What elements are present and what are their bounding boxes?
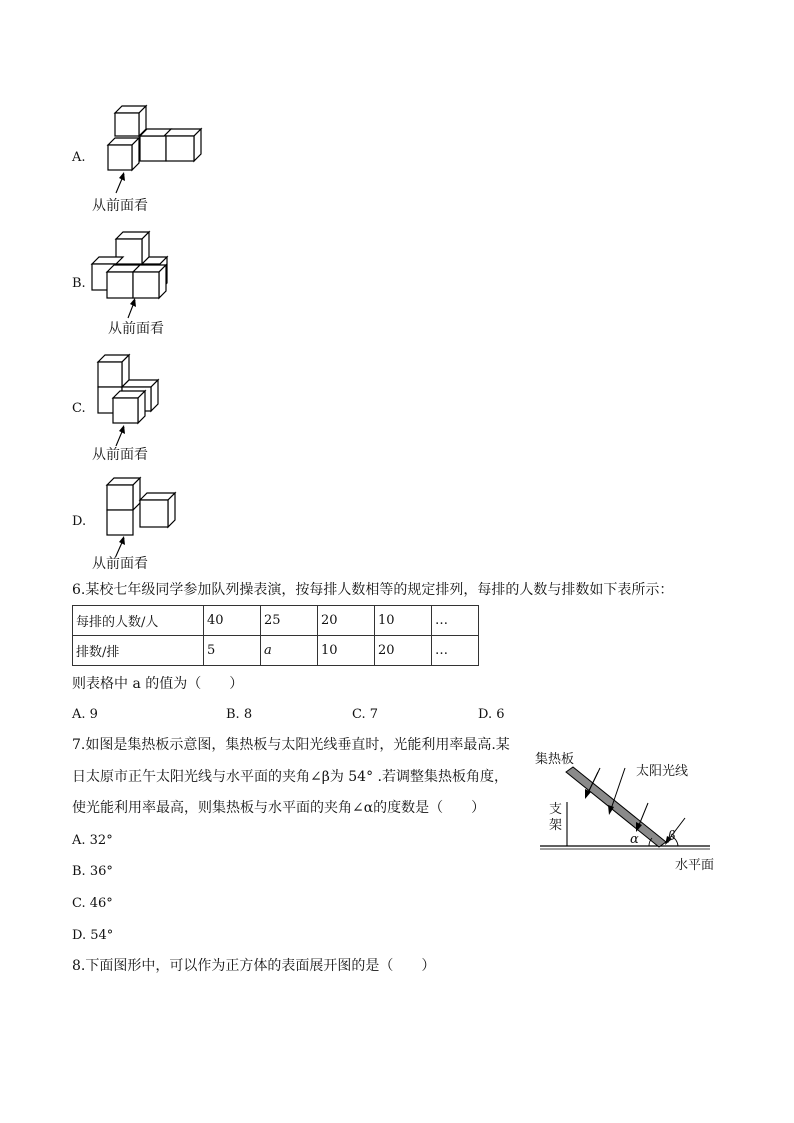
q6-choice-a[interactable]: A. 9 [72, 707, 98, 722]
q7-label-alpha: α [630, 832, 639, 847]
table-cell: … [432, 606, 479, 636]
q6-choice-c[interactable]: C. 7 [352, 707, 379, 722]
q7-label-support: 支架 [549, 802, 563, 833]
table-cell: 10 [375, 606, 432, 636]
option-a-letter[interactable]: A. [72, 150, 86, 165]
q7-label-beta: β [668, 829, 676, 844]
table-cell: 每排的人数/人 [73, 606, 204, 636]
q6-question: 则表格中 a 的值为（ ） [72, 676, 244, 692]
q7-label-panel: 集热板 [535, 752, 575, 767]
option-c-caption: 从前面看 [92, 447, 148, 463]
table-cell: 10 [318, 636, 375, 666]
q7-stem-line-2: 日太原市正午太阳光线与水平面的夹角∠β为 54° .若调整集热板角度， [72, 769, 508, 785]
table-cell: 5 [204, 636, 261, 666]
q7-choice-d[interactable]: D. 54° [72, 928, 114, 943]
table-cell: a [261, 636, 318, 666]
q7-stem-line-1: 7.如图是集热板示意图，集热板与太阳光线垂直时，光能利用率最高.某 [72, 737, 510, 753]
option-d-letter[interactable]: D. [72, 514, 87, 529]
q6-choice-d[interactable]: D. 6 [478, 707, 505, 722]
table-cell: … [432, 636, 479, 666]
option-b-letter[interactable]: B. [72, 276, 86, 291]
table-cell: 25 [261, 606, 318, 636]
option-c-letter[interactable]: C. [72, 401, 86, 416]
q7-choice-a[interactable]: A. 32° [72, 833, 113, 848]
q6-choice-b[interactable]: B. 8 [226, 707, 253, 722]
q7-choice-c[interactable]: C. 46° [72, 896, 113, 911]
q8-stem: 8.下面图形中，可以作为正方体的表面展开图的是（ ） [72, 958, 436, 974]
table-cell: 20 [375, 636, 432, 666]
q6-stem: 6.某校七年级同学参加队列操表演，按每排人数相等的规定排列，每排的人数与排数如下表所示： [72, 582, 674, 598]
q7-choice-b[interactable]: B. 36° [72, 864, 113, 879]
q7-label-ground: 水平面 [675, 858, 715, 873]
option-d-caption: 从前面看 [92, 556, 148, 572]
option-a-caption: 从前面看 [92, 198, 148, 214]
table-cell: 20 [318, 606, 375, 636]
option-b-caption: 从前面看 [108, 321, 164, 337]
q7-label-sun: 太阳光线 [636, 764, 689, 779]
q7-stem-line-3: 使光能利用率最高，则集热板与水平面的夹角∠α的度数是（ ） [72, 800, 486, 816]
table-cell: 排数/排 [73, 636, 204, 666]
table-cell: 40 [204, 606, 261, 636]
